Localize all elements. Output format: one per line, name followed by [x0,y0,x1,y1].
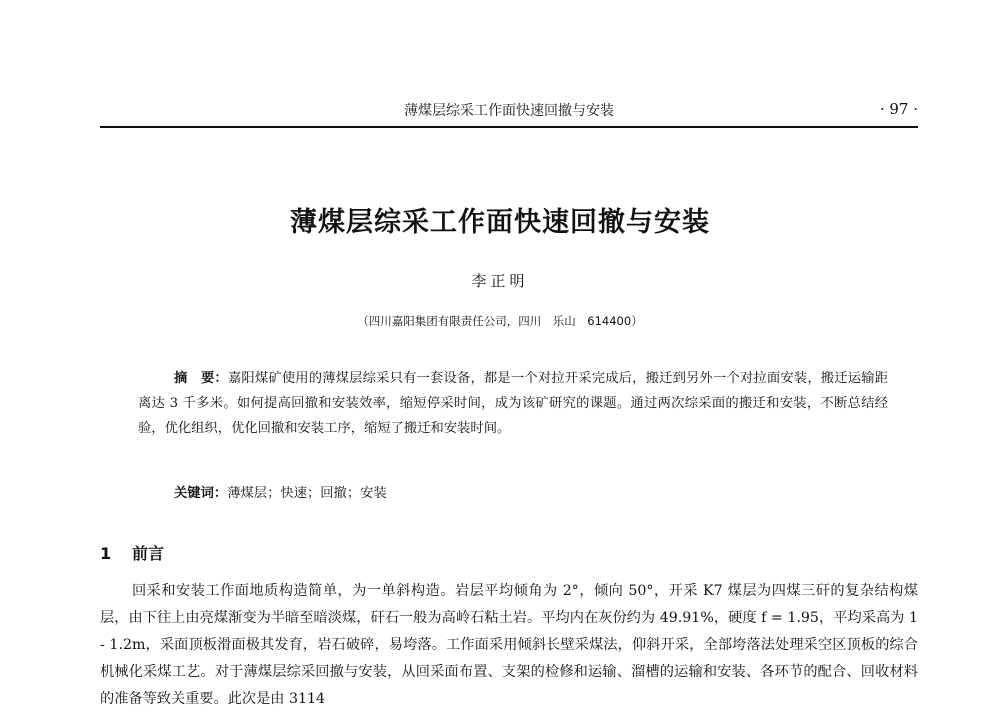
paper-title: 薄煤层综采工作面快速回撤与安装 [290,207,710,238]
keywords-text: 薄煤层；快速；回撤；安装 [227,486,387,501]
section-number: 1 [100,544,112,563]
affiliation: （四川嘉阳集团有限责任公司，四川 乐山 614400） [357,314,643,328]
abstract [138,366,888,441]
author: 李正明 [471,272,529,290]
keywords [174,482,387,501]
abstract-label: 摘 要： [174,371,228,386]
keywords-label: 关键词： [174,486,228,501]
running-title: 薄煤层综采工作面快速回撤与安装 [404,103,614,119]
body-paragraph: 回采和安装工作面地质构造简单，为一单斜构造。岩层平均倾角为 2°，倾向 50°，开采 K7 煤层为四煤三矸的复杂结构煤层，由下往上由亮煤渐变为半暗至暗淡煤，矸石一般为高岭石粘土岩。平均内在灰份约为 49.91%，硬度 f = 1.95，平均采高为 1 - 1.2m，采面顶板滑面极其发育，岩石破碎，易垮落。工作面采用倾斜长壁采煤法，仰斜开采，全部垮落法处理采空区顶板的综合机械化采煤工艺。对于薄煤层综采回撤与安装，从回采面布置、支架的检修和运输、溜槽的运输和安装、各环节的配合、回收材料的准备等致关重要。此次是由 3114 [100,583,918,707]
abstract-text: 嘉阳煤矿使用的薄煤层综采只有一套设备，都是一个对拉开采完成后，搬迁到另外一个对拉面安装，搬迁运输距离达 3 千多米。如何提高回撤和安装效率，缩短停采时间，成为该矿研究的课题。通过两次综采面的搬迁和安装，不断总结经验，优化组织，优化回撤和安装工序，缩短了搬迁和安装时间。 [138,371,889,436]
section-heading [100,541,164,564]
page-number: · 97 · [879,100,918,118]
section-title: 前言 [132,544,165,563]
running-header [100,100,918,128]
